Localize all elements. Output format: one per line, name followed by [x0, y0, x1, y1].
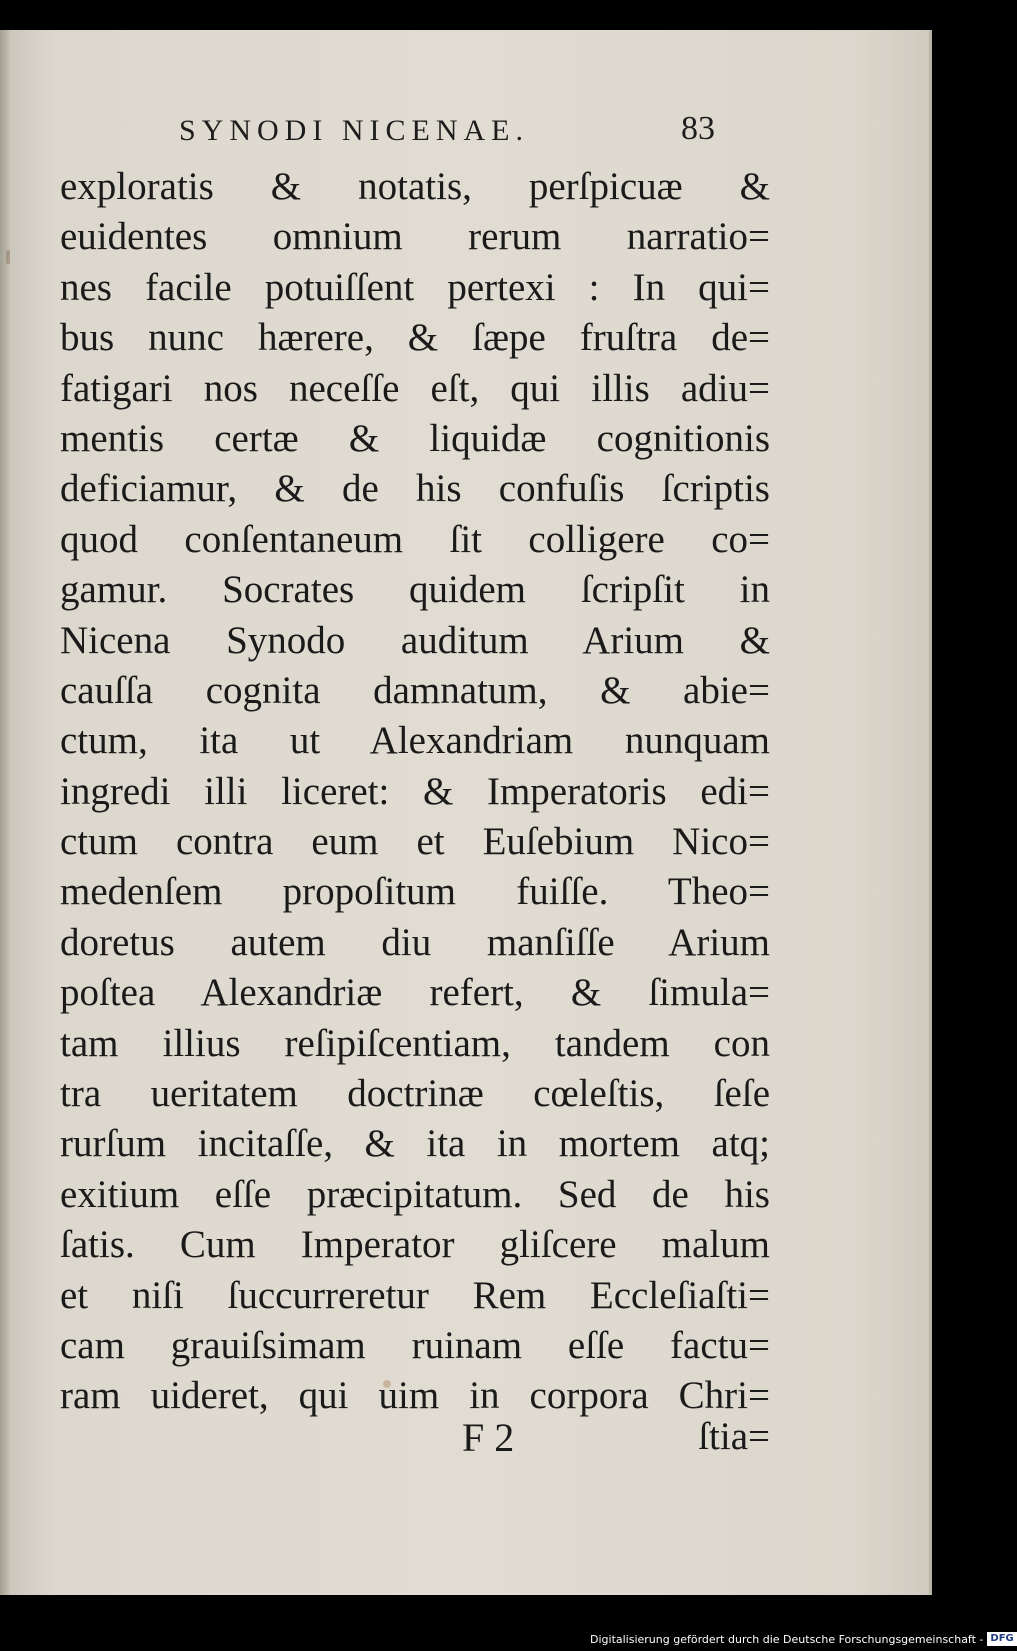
page-gutter-edge	[0, 30, 10, 1595]
text-line: medenſem propoſitum fuiſſe. Theo=	[60, 870, 770, 914]
text-line: mentis certæ & liquidæ cognitionis	[60, 416, 770, 460]
text-line: doretus autem diu manſiſſe Arium	[60, 920, 770, 964]
text-line: ctum, ita ut Alexandriam nunquam	[60, 719, 770, 763]
running-head	[175, 100, 775, 156]
text-line: et niſi ſuccurreretur Rem Eccleſiaſti=	[60, 1273, 770, 1317]
page-number: 83	[681, 110, 715, 147]
text-line: ctum contra eum et Euſebium Nico=	[60, 820, 770, 864]
text-line: ſatis. Cum Imperator gliſcere malum	[60, 1223, 770, 1267]
text-line: nes facile potuiſſent pertexi : In qui=	[60, 265, 770, 309]
text-line: fatigari nos neceſſe eſt, qui illis adiu=	[60, 366, 770, 410]
text-line: exitium eſſe præcipitatum. Sed de his	[60, 1172, 770, 1216]
signature-row	[60, 1414, 770, 1468]
text-line: ram uideret, qui uim in corpora Chri=	[60, 1374, 770, 1418]
text-line: bus nunc hærere, & ſæpe fruſtra de=	[60, 316, 770, 360]
text-line: Nicena Synodo auditum Arium &	[60, 618, 770, 662]
text-line: euidentes omnium rerum narratio=	[60, 215, 770, 259]
text-line: deficiamur, & de his confuſis ſcriptis	[60, 467, 770, 511]
text-block	[60, 162, 770, 1422]
text-line: tra ueritatem doctrinæ cœleſtis, ſeſe	[60, 1072, 770, 1116]
text-line: rurſum incitaſſe, & ita in mortem atq;	[60, 1122, 770, 1166]
text-line: quod conſentaneum ſit colligere co=	[60, 517, 770, 561]
catchword: ſtia=	[698, 1415, 770, 1458]
text-line: cam grauiſsimam ruinam eſſe factu=	[60, 1323, 770, 1367]
digitization-credit: Digitalisierung gefördert durch die Deutsche Forschungsgemeinschaft -	[590, 1632, 984, 1646]
signature-mark: F 2	[462, 1415, 515, 1460]
text-line: gamur. Socrates quidem ſcripſit in	[60, 568, 770, 612]
text-line: poſtea Alexandriæ refert, & ſimula=	[60, 971, 770, 1015]
dfg-logo-icon: DFG	[987, 1632, 1016, 1646]
digitization-credit-bar	[590, 1629, 1017, 1649]
text-line: exploratis & notatis, perſpicuæ &	[60, 165, 770, 208]
text-line: ingredi illi liceret: & Imperatoris edi=	[60, 769, 770, 813]
book-page	[0, 30, 932, 1595]
running-title: SYNODI NICENAE.	[179, 114, 529, 147]
paper-stain	[6, 250, 10, 264]
text-line: cauſſa cognita damnatum, & abie=	[60, 668, 770, 712]
text-line: tam illius reſipiſcentiam, tandem con	[60, 1021, 770, 1065]
